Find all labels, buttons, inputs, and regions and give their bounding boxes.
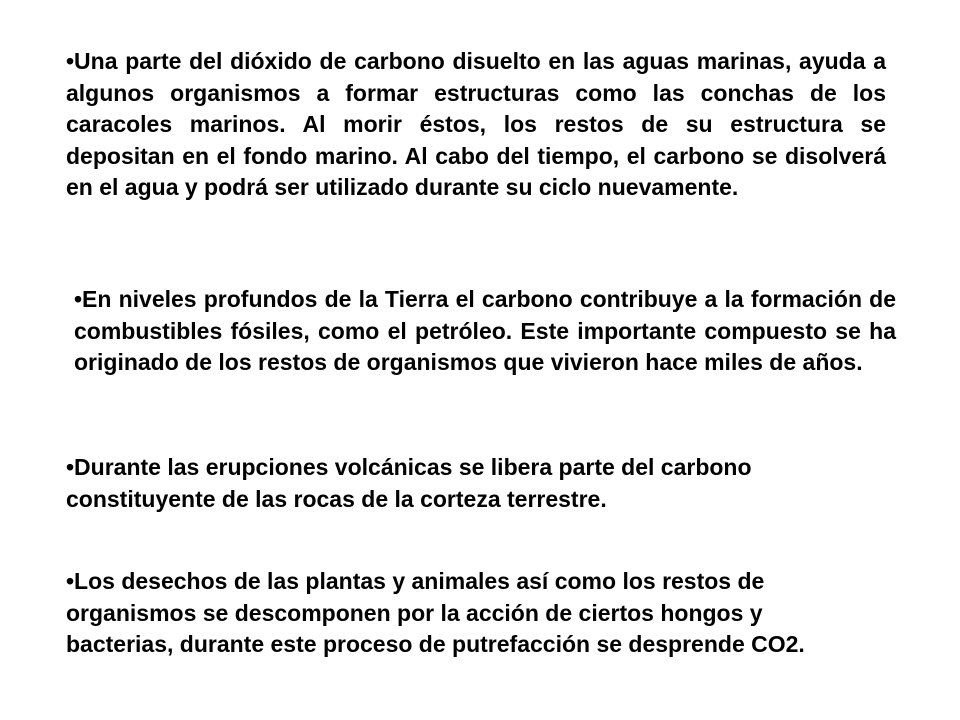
paragraph-decomposition: •Los desechos de las plantas y animales así como los restos de organismos se descomponen por la acción de ciertos hongos y bacterias, durante este proceso de putrefacción se desprende CO2. <box>66 568 805 657</box>
paragraph-volcanic-eruptions: •Durante las erupciones volcánicas se libera parte del carbono constituyente de las rocas de la corteza terrestre. <box>66 454 752 512</box>
paragraph-fossil-fuels: •En niveles profundos de la Tierra el carbono contribuye a la formación de combustibles fósiles, como el petróleo. Este importante compuesto se ha originado de los restos de organismos que vivieron hace miles de años. <box>74 286 896 375</box>
paragraph-carbon-ocean: •Una parte del dióxido de carbono disuelto en las aguas marinas, ayuda a algunos organismos a formar estructuras como las conchas de los caracoles marinos. Al morir éstos, los restos de su estructura se depositan en el fondo marino. Al cabo del tiempo, el carbono se disolverá en el agua y podrá ser utilizado durante su ciclo nuevamente. <box>66 48 886 200</box>
